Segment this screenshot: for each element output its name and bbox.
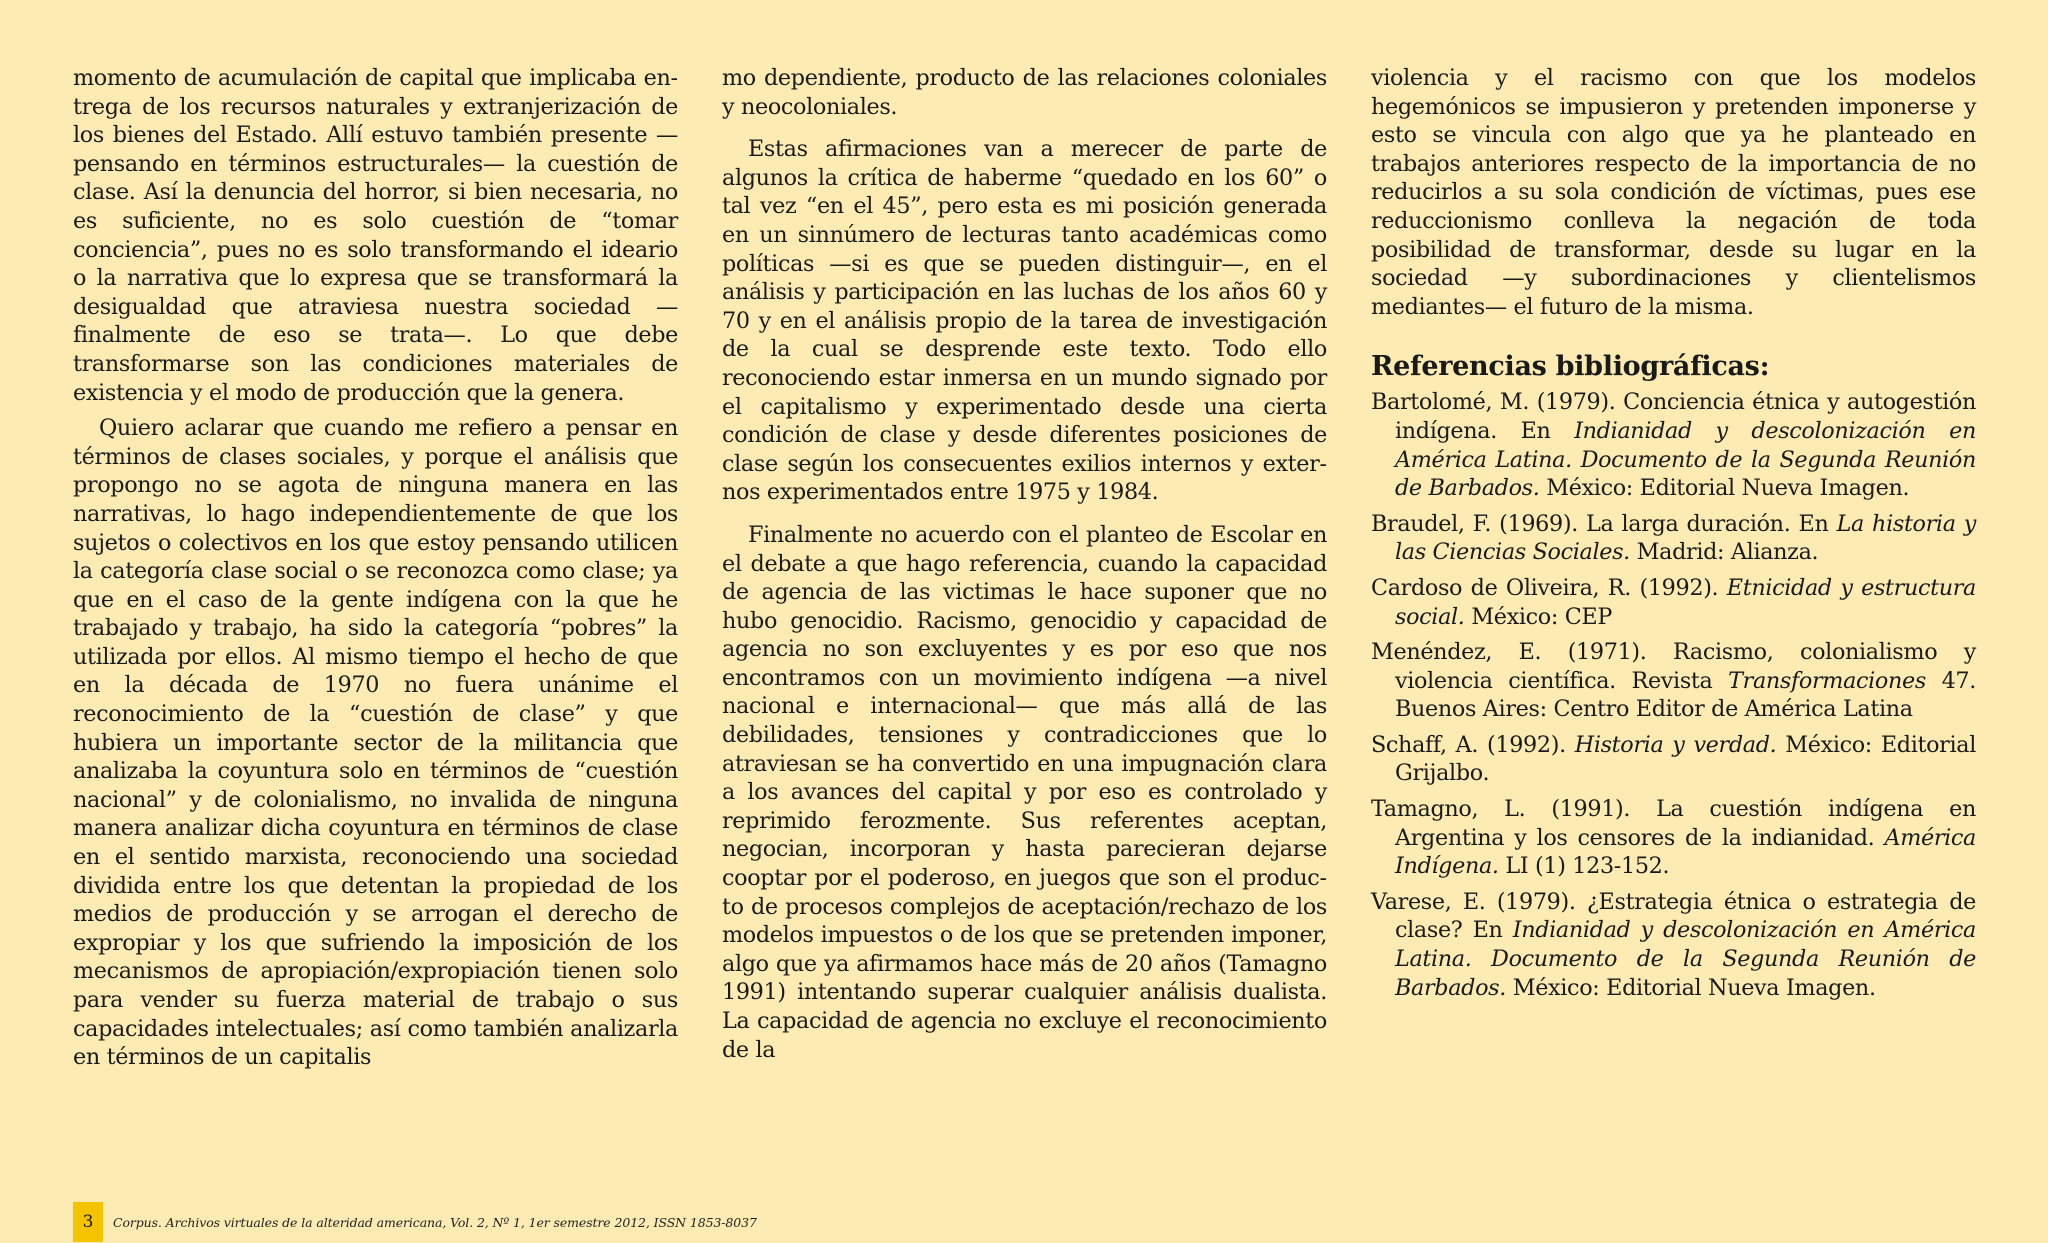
- reference-item: Cardoso de Oliveira, R. (1992). Etnicidad y estructura social. México: CEP: [1371, 574, 1976, 630]
- reference-item: Braudel, F. (1969). La larga duración. En La historia y las Ciencias Sociales. Madrid: Alianza.: [1371, 510, 1976, 566]
- paragraph: Quiero aclarar que cuando me refiero a pensar en términos de clases sociales, y porque el análisis que propongo no se agota de ninguna manera en las narrativas, lo hago independientemente de que los sujetos o colectivos en los que estoy pensando utilicen la categoría clase social o se reconozca como clase; ya que en el caso de la gente indígena con la que he trabajado y trabajo, ha sido la categoría “pobres” la utilizada por ellos. Al mismo tiempo el hecho de que en la década de 1970 no fuera unánime el reconocimiento de la “cuestión de clase” y que hubiera un importante sector de la militancia que analizaba la coyuntura solo en términos de “cuestión nacional” y de colonialismo, no invalida de ninguna manera analizar dicha coyuntura en términos de clase en el sentido marxista, reconociendo una sociedad dividida entre los que detentan la propiedad de los medios de producción y se arrogan el derecho de expropiar y los que sufriendo la imposición de los mecanismos de apropiación/expropiación tienen solo para vender su fuerza material de trabajo o sus capacidades intelectuales; así como también analizarla en términos de un capitalis: [73, 415, 678, 1071]
- paragraph: Estas afirmaciones van a merecer de parte de algunos la crítica de haberme “quedado en los 60” o tal vez “en el 45”, pero esta es mi posición generada en un sinnúmero de lecturas tanto académicas como políticas —si es que se pueden distinguir—, en el análisis y participación en las luchas de los años 60 y 70 y en el análisis propio de la tarea de investigación de la cual se desprende este texto. Todo ello reconociendo estar inmersa en un mundo signado por el capitalismo y experimentado desde una cierta condición de clase y desde diferentes posiciones de clase según los consecuentes exilios internos y externos experimentados entre 1975 y 1984.: [722, 136, 1327, 506]
- reference-item: Menéndez, E. (1971). Racismo, colonialismo y violencia científica. Revista Transformaciones 47. Buenos Aires: Centro Editor de América Latina: [1371, 639, 1976, 723]
- reference-list: [1371, 388, 1976, 1002]
- page-number: 3: [73, 1202, 103, 1242]
- paragraph: mo dependiente, producto de las relaciones coloniales y neocoloniales.: [722, 65, 1327, 120]
- text-column-3: [1371, 64, 1976, 1009]
- paragraph: violencia y el racismo con que los modelos hegemónicos se impusieron y pretenden imponerse y esto se vincula con algo que ya he planteado en trabajos anteriores respecto de la importancia de no reducirlos a su sola condición de víctimas, pues ese reduccionismo conlleva la negación de toda posibilidad de transformar, desde su lugar en la sociedad —y subordinaciones y clientelismos mediantes— el futuro de la misma.: [1371, 65, 1976, 320]
- reference-item: Varese, E. (1979). ¿Estrategia étnica o estrategia de clase? En Indianidad y descolonización en América Latina. Documento de la Segunda Reunión de Barbados. México: Editorial Nueva Imagen.: [1371, 888, 1976, 1001]
- text-column-2: [722, 64, 1327, 1071]
- text-column-1: [73, 64, 678, 1079]
- references-heading: Referencias bibliográficas:: [1371, 351, 1770, 383]
- reference-item: Tamagno, L. (1991). La cuestión indígena en Argentina y los censores de la indianidad. América Indígena. LI (1) 123-152.: [1371, 796, 1976, 880]
- paragraph: momento de acumulación de capital que implicaba entrega de los recursos naturales y extranjerización de los bienes del Estado. Allí estuvo también presente —pensando en términos estructurales— la cuestión de clase. Así la denuncia del horror, si bien necesaria, no es suficiente, no es solo cuestión de “tomar conciencia”, pues no es solo transformando el ideario o la narrativa que lo expresa que se transformará la desigualdad que atraviesa nuestra sociedad —finalmente de eso se trata—. Lo que debe transformarse son las condiciones materiales de existencia y el modo de producción que la genera.: [73, 65, 678, 406]
- reference-item: Bartolomé, M. (1979). Conciencia étnica y autogestión indígena. En Indianidad y descolonización en América Latina. Documento de la Segunda Reunión de Barbados. México: Editorial Nueva Imagen.: [1371, 389, 1976, 502]
- reference-item: Schaff, A. (1992). Historia y verdad. México: Editorial Grijalbo.: [1371, 731, 1976, 787]
- paragraph: Finalmente no acuerdo con el planteo de Escolar en el debate a que hago referencia, cuando la capacidad de agencia de las victimas le hace suponer que no hubo genocidio. Racismo, genocidio y capacidad de agencia no son excluyentes y es por eso que nos encontramos con un movimiento indígena —a nivel nacional e internacional— que más allá de las debilidades, tensiones y contradicciones que lo atraviesan se ha convertido en una impugnación clara a los avances del capital y por eso es controlado y reprimido ferozmente. Sus referentes aceptan, negocian, incorporan y hasta parecieran dejarse cooptar por el poderoso, en juegos que son el producto de procesos complejos de aceptación/rechazo de los modelos impuestos o de los que se pretenden imponer, algo que ya afirmamos hace más de 20 años (Tamagno 1991) intentando superar cualquier análisis dualista. La capacidad de agencia no excluye el reconocimiento de la: [722, 521, 1327, 1063]
- page-footer: [73, 1202, 757, 1242]
- footer-citation: Corpus. Archivos virtuales de la alteridad americana, Vol. 2, Nº 1, 1er semestre 2012, ISSN 1853-8037: [113, 1214, 757, 1230]
